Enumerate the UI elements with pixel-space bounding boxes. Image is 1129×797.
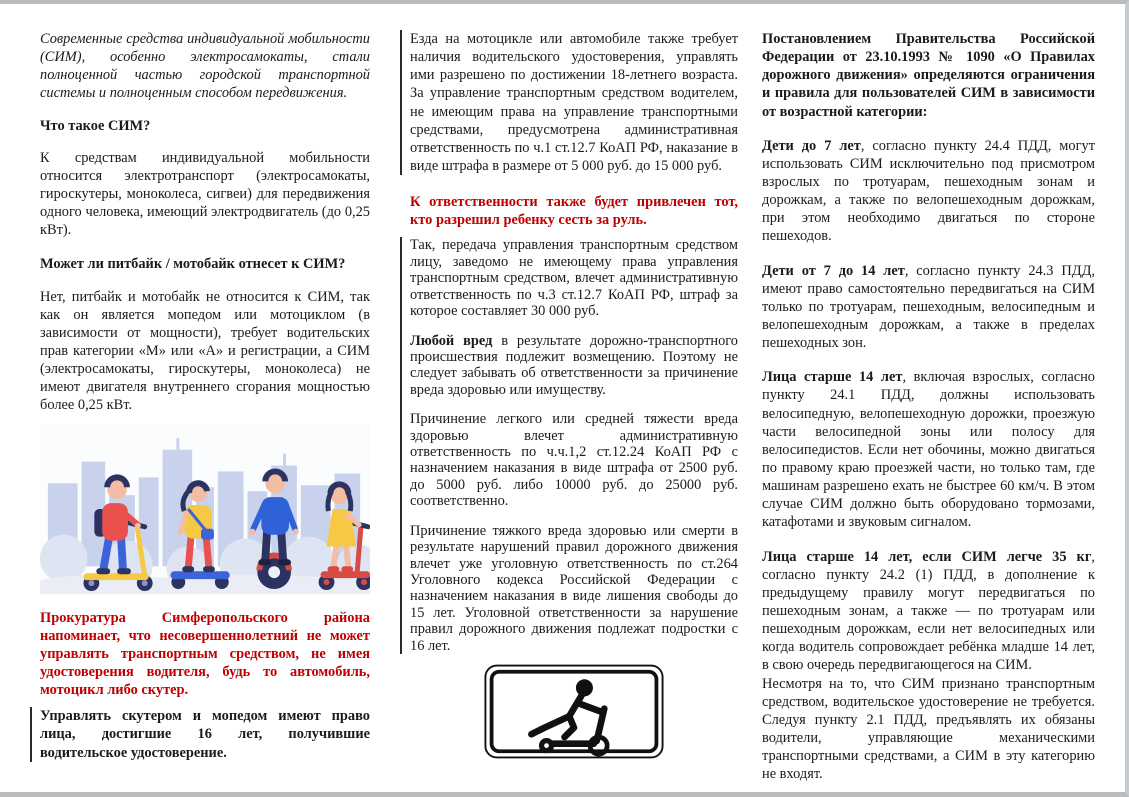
heading-responsibility-red: К ответственности также будет привлечен тот, кто разрешил ребенку сесть за руль. — [410, 194, 738, 229]
para-over-14-light-sim-rest: , согласно пункту 24.2 (1) ПДД, в дополнение к предыдущему правилу могут передвигаться по пешеходным зонам, а также — по тротуарам или пешеходным дорожкам, если нет велосипедных или когда водитель сопровождает ребёнка младше 14 лет, в свою очередь передвигающегося на СИМ. — [762, 548, 1095, 674]
para-children-under-7 — [762, 137, 1095, 246]
bordered-block-driving-license — [400, 30, 738, 175]
para-any-harm — [410, 333, 738, 399]
para-children-7-14-lead: Дети от 7 до 14 лет — [762, 262, 905, 279]
heading-what-is-sim: Что такое СИМ? — [40, 117, 151, 134]
para-children-under-7-rest: , согласно пункту 24.4 ПДД, могут использовать СИМ исключительно под присмотром взрослых по тротуарам, пешеходным зонам и дорожкам, а также по велопешеходным дорожкам, при этом необходимо двигаться по стороне пешеходов. — [762, 137, 1095, 245]
para-pitbike-answer: Нет, питбайк и мотобайк не относится к СИМ, так как он является мопедом или мотоциклом (в зависимости от мощности), требует водительских прав категории «М» или «А» и регистрации, а СИМ (электросамокаты, гироскутеры, моноколеса) не имеют двигателя внутреннего сгорания мощностью более 0,25 кВт. — [40, 288, 370, 414]
para-prosecutor-warning: Прокуратура Симферопольского района напоминает, что несовершеннолетний не может управлять транспортным средством, не имея удостоверения водителя, будь то автомобиль, мотоцикл либо скутер. — [40, 609, 370, 699]
para-sim-definition: К средствам индивидуальной мобильности относится электротранспорт (электросамокаты, гироскутеры, моноколеса, сигвеи) для передвижения одного человека, имеющий электродвигатель (до 0,25 кВт). — [40, 149, 370, 239]
intro-paragraph: Современные средства индивидуальной мобильности (СИМ), особенно электросамокаты, стали полноценной частью городской транспортной системы и полноценным способом передвижения. — [40, 31, 370, 102]
para-children-7-14-rest: , согласно пункту 24.3 ПДД, имеют право самостоятельно передвигаться на СИМ только по тротуарам, пешеходным, велосипедным и велопешеходным дорожкам, а также в пределах пешеходных зон. — [762, 262, 1095, 352]
para-driving-license: Езда на мотоцикле или автомобиле также требует наличия водительского удостоверения, управлять ими разрешено по достижении 18-летнего возраста. За управление транспортным средством водителем, не имеющим права на управление транспортными средствами, предусмотрена административная ответственность по ч.1 ст.12.7 КоАП РФ, наказание в виде штрафа в размере от 5 000 руб. до 15 000 руб. — [410, 31, 738, 174]
bordered-block-scooter-16 — [30, 707, 370, 761]
para-over-14-light-sim-lead: Лица старше 14 лет, если СИМ легче 35 кг — [762, 548, 1092, 565]
kick-scooter-sign-icon — [484, 664, 664, 764]
para-over-14 — [762, 368, 1095, 531]
para-over-14-lead: Лица старше 14 лет — [762, 369, 903, 386]
column-right — [762, 30, 1095, 792]
para-light-harm: Причинение легкого или средней тяжести вреда здоровью влечет административную ответственность по ч.ч.1,2 ст.12.24 КоАП РФ с назначением наказания в виде штрафа от 2500 руб. до 5000 руб. либо 10000 руб. до 25000 руб. соответственно. — [410, 411, 738, 510]
bordered-block-penalties — [400, 237, 738, 654]
para-any-harm-lead: Любой вред — [410, 332, 493, 349]
column-middle — [410, 30, 738, 792]
para-over-14-light-sim — [762, 548, 1095, 675]
para-no-license-needed: Несмотря на то, что СИМ признано транспортным средством, водительское удостоверение не требуется. Следуя пункту 2.1 ПДД, предъявлять их обязаны водители, управляющие механическими транспортными средствами, а СИМ в эту категорию не входят. — [762, 675, 1095, 783]
para-children-under-7-lead: Дети до 7 лет — [762, 137, 861, 154]
pmd-riders-illustration — [40, 423, 370, 595]
kick-scooter-sign-svg — [484, 664, 664, 759]
para-transfer-control: Так, передача управления транспортным средством лицу, заведомо не имеющему права управления транспортным средством, влечет административную ответственность по ч.3 ст.12.7 КоАП РФ, штраф за которое составляет 30 000 руб. — [410, 237, 738, 320]
para-over-14-rest: , включая взрослых, согласно пункту 24.1 ПДД, должны использовать велосипедную, велопешеходную дорожки, проезжую части велосипедной зоны или полосу для велосипедистов. Если нет обочины, можно двигаться по правому краю проезжей части, но только там, где машинам разрешено ехать не быстрее 60 км/ч. В этом случае СИМ должно быть оборудовано тормозами, катафотами и звуковым сигналом. — [762, 369, 1095, 531]
para-government-decree: Постановлением Правительства Российской Федерации от 23.10.1993 № 1090 «О Правилах дорожного движения» определяются ограничения и правила для пользователей СИМ в зависимости от возрастной категории: — [762, 31, 1095, 120]
para-grave-harm: Причинение тяжкого вреда здоровью или смерти в результате нарушений правил дорожного движения влечет уже уголовную ответственность по ст.264 Уголовного кодекса Российской Федерации с назначением наказания в виде лишения свободы до 15 лет. Уголовной ответственности за нарушение правил дорожного движения подлежат подростки с 16 лет. — [410, 522, 738, 654]
para-children-7-14 — [762, 262, 1095, 353]
para-any-harm-rest: в результате дорожно-транспортного происшествия подлежит возмещению. Поэтому не следует забывать об ответственности за причинение вреда здоровью или имуществу. — [410, 332, 738, 398]
pmd-riders-illustration-svg — [40, 423, 370, 595]
column-left — [40, 30, 370, 792]
para-scooter-16: Управлять скутером и мопедом имеют право лица, достигшие 16 лет, получившие водительское удостоверение. — [40, 708, 370, 761]
heading-pitbike-question: Может ли питбайк / мотобайк отнесет к СИМ? — [40, 256, 346, 273]
